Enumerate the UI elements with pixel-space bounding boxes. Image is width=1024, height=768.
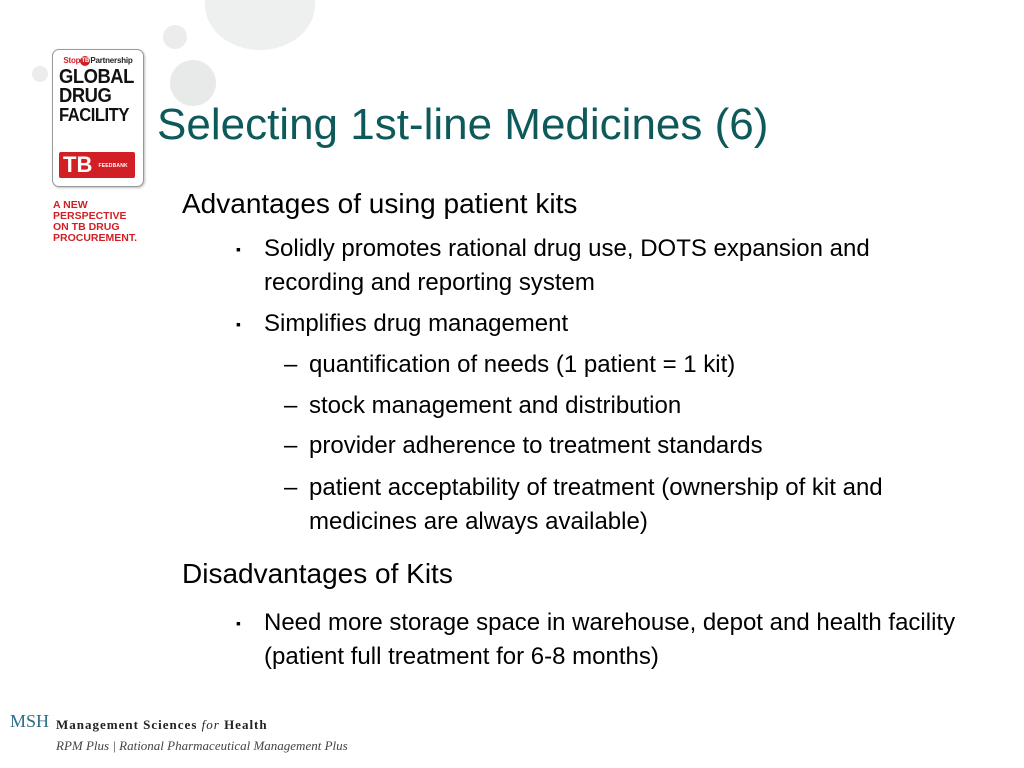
dash-bullet-icon: –: [284, 351, 298, 378]
decorative-pill-large: [205, 0, 315, 50]
dash-bullet-icon: –: [284, 474, 298, 501]
bullet-simplifies-drug-management: ▪ Simplifies drug management: [236, 307, 956, 341]
square-bullet-icon: ▪: [236, 316, 241, 332]
bullet-rational-drug-use: ▪ Solidly promotes rational drug use, DOTS expansion and recording and reporting system: [236, 232, 956, 300]
section-heading-advantages: Advantages of using patient kits: [182, 188, 578, 219]
square-bullet-icon: ▪: [236, 241, 241, 257]
dash-bullet-icon: –: [284, 392, 298, 419]
logo-line-drug: DRUG: [59, 85, 112, 107]
subbullet-patient-acceptability: – patient acceptability of treatment (ownership of kit and medicines are always available): [284, 471, 964, 539]
stop-tb-partnership-mark: StopTBPartnership: [63, 56, 133, 66]
msh-logo: MSH: [10, 711, 50, 731]
msh-org-name: Management Sciences for Health: [56, 717, 268, 732]
bullet-storage-space: ▪ Need more storage space in warehouse, depot and health facility (patient full treatment for 6-8 months): [236, 606, 956, 674]
logo-line-facility: FACILITY: [59, 105, 129, 125]
subbullet-quantification: – quantification of needs (1 patient = 1 kit): [284, 348, 964, 382]
slide-title: Selecting 1st-line Medicines (6): [157, 100, 769, 149]
logo-tb-badge: TB FEEDBANK: [59, 152, 135, 178]
subbullet-stock-management: – stock management and distribution: [284, 389, 964, 423]
global-drug-facility-logo: [52, 49, 144, 187]
section-heading-disadvantages: Disadvantages of Kits: [182, 558, 453, 589]
subbullet-provider-adherence: – provider adherence to treatment standards: [284, 429, 964, 463]
logo-tagline: A NEW PERSPECTIVE ON TB DRUG PROCUREMENT.: [53, 199, 138, 244]
logo-wordmark: [59, 68, 143, 125]
square-bullet-icon: ▪: [236, 615, 241, 631]
rpm-plus-label: RPM Plus | Rational Pharmaceutical Management Plus: [56, 738, 348, 753]
decorative-pill-tiny: [32, 66, 48, 82]
dash-bullet-icon: –: [284, 432, 298, 459]
decorative-pill-small: [163, 25, 187, 49]
logo-line-global: GLOBAL: [59, 66, 134, 88]
